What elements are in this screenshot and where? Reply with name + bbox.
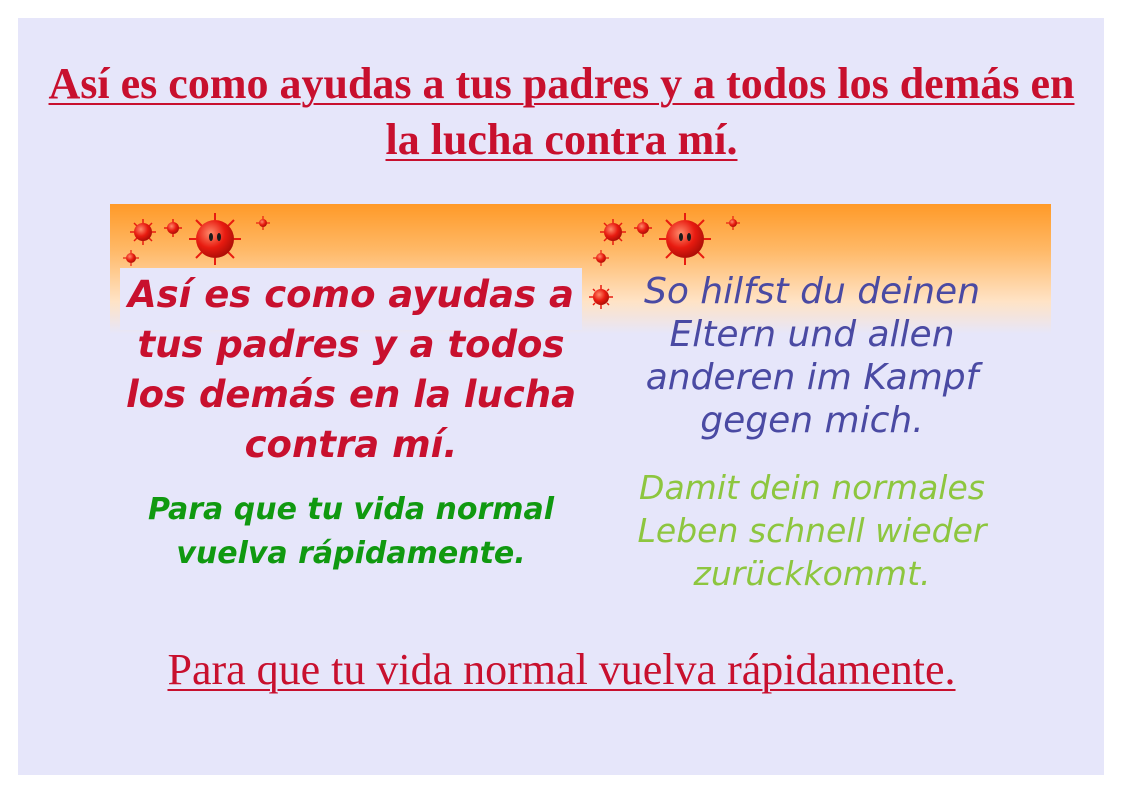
footer-text: Para que tu vida normal vuelva rápidamente. (167, 645, 956, 694)
page-title (0, 56, 1123, 168)
spanish-card-subtext: Para que tu vida normal vuelva rápidamente. (147, 492, 555, 571)
german-card-subtext: Damit dein normales Leben schnell wieder zurückkommt. (637, 468, 987, 593)
german-card-heading: So hilfst du deinen Eltern und allen anderen im Kampf gegen mich. (643, 271, 981, 441)
spanish-card-heading: Así es como ayudas a tus padres y a todos los demás en la lucha contra mí. (125, 273, 577, 466)
title-line-1: Así es como ayudas a tus padres y a todos los demás en (48, 59, 1075, 108)
title-line-2: la lucha contra mí. (385, 115, 738, 164)
